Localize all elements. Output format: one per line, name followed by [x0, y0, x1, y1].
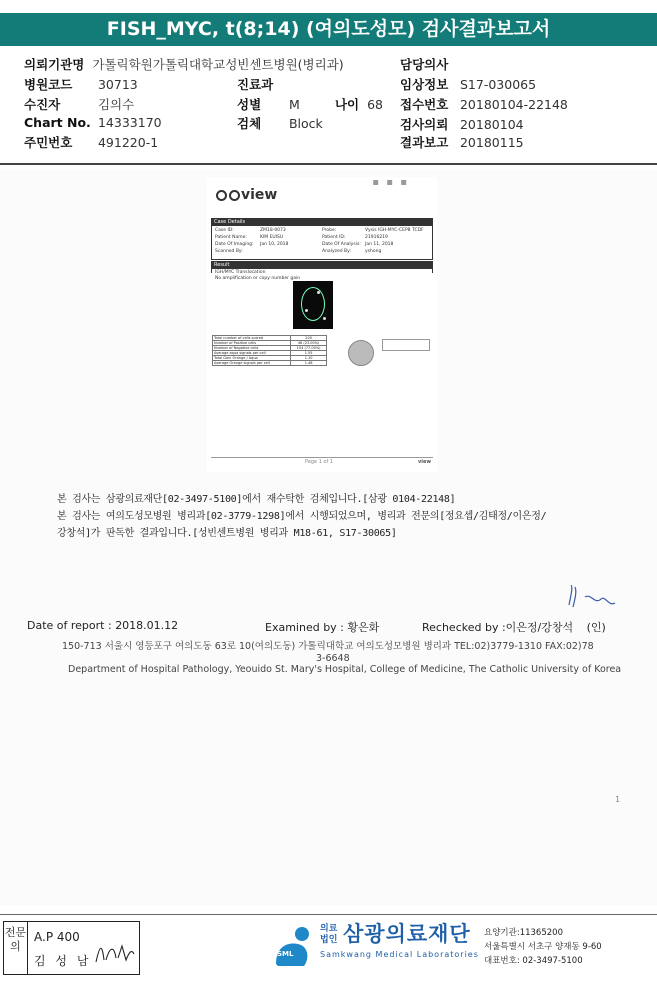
- patient-id: 21916219: [365, 235, 388, 240]
- address-line-3: Department of Hospital Pathology, Yeouido St. Mary's Hospital, College of Medicine, The Catholic University of Korea: [68, 664, 622, 675]
- id-label: 주민번호: [24, 135, 73, 150]
- case-id: ZM18-0073: [260, 228, 286, 233]
- receipt-value: 20180104-22148: [459, 97, 568, 112]
- stat-label: Number of Positive cells: [213, 341, 291, 346]
- stat-value: 1.10: [291, 356, 327, 361]
- result-label: 결과보고: [400, 135, 449, 150]
- decorative-dots-icon: ▪ ▪ ▪: [372, 177, 409, 188]
- table-row: [213, 361, 327, 366]
- scanned-label: Scanned By:: [215, 249, 243, 254]
- pathologist-stamp: [3, 921, 140, 975]
- result-line1: IGH/MYC Translocation: [215, 270, 266, 275]
- stat-label: Average aqua signals per cell: [213, 351, 291, 356]
- stat-value: 1.55: [291, 351, 327, 356]
- fish-signal: [317, 291, 320, 294]
- rechecked-label: Rechecked by :: [422, 621, 506, 634]
- sml-english-name: Samkwang Medical Laboratories: [320, 950, 479, 959]
- patient-row: [24, 95, 134, 113]
- stat-value: 200: [291, 336, 327, 341]
- code-value: 30713: [97, 77, 138, 92]
- stats-table: [212, 335, 327, 366]
- patient-label: 수진자: [24, 97, 61, 112]
- probe: Vysis IGH-MYC-CEP8 TCDF: [365, 228, 424, 233]
- sex-value: M: [288, 97, 300, 112]
- clinical-value: S17-030065: [459, 77, 537, 92]
- sex-age-row: [237, 95, 383, 113]
- note-line-1: 본 검사는 삼광의료재단[02-3497-5100]에서 재수탁한 검체입니다.[삼광 0104-22148]: [57, 494, 456, 505]
- sml-info-2: 서울특별시 서초구 양재동 9-60: [484, 942, 602, 952]
- examined-label: Examined by :: [265, 621, 344, 634]
- id-value: 491220-1: [97, 135, 159, 150]
- date-of-report: [27, 619, 178, 632]
- note-line-2: 본 검사는 여의도성모병원 병리과[02-3779-1298]에서 시행되었으며, 병리과 전문의[정요셉/김태정/이은정/: [57, 511, 547, 522]
- stamp-signature-icon: [92, 940, 136, 968]
- pie-graphic: [348, 340, 374, 366]
- page-mark: 1: [615, 795, 621, 804]
- analyzed-by: yshong: [365, 249, 382, 254]
- age-value: 68: [367, 97, 384, 112]
- sml-logo-icon: [270, 924, 316, 970]
- hospital-row: [24, 55, 344, 73]
- pie-legend-box: [382, 339, 430, 351]
- sml-name: 삼광의료재단: [343, 922, 471, 946]
- signature-icon: [565, 585, 617, 619]
- stat-label: Number of Negative cells: [213, 346, 291, 351]
- nucleus-outline: [301, 287, 325, 321]
- specimen-label: 검체: [237, 116, 262, 131]
- stat-label: Average Orange signals per cell: [213, 361, 291, 366]
- rechecked-value: 이은정/강창석: [505, 621, 574, 634]
- examined-value: 황은화: [347, 621, 380, 634]
- doctor-label: 담당의사: [400, 57, 449, 72]
- code-row: [24, 75, 138, 93]
- analysis-date: Jan 11, 2018: [365, 242, 394, 247]
- age-label: 나이: [334, 97, 360, 112]
- chart-value: 14333170: [97, 115, 162, 130]
- seal-mark: (인): [586, 621, 606, 634]
- sml-info-3: 대표번호: 02-3497-5100: [484, 956, 583, 966]
- case-details-head: Case Details: [212, 219, 432, 226]
- analyzed-label: Analyzed By:: [322, 249, 351, 254]
- header-divider: [0, 163, 657, 165]
- stamp-license: A.P 400: [34, 930, 80, 944]
- hospital-value: 가톨릭학원가톨릭대학교성빈센트병원(병리과): [92, 57, 344, 72]
- code-label: 병원코드: [24, 77, 73, 92]
- embedded-footer-logo: view: [418, 459, 431, 465]
- sml-logo-text: SML: [277, 950, 294, 958]
- receipt-row: [400, 95, 568, 113]
- address-line-2: 3-6648: [316, 653, 350, 664]
- stat-value: 1.48: [291, 361, 327, 366]
- request-value: 20180104: [459, 117, 524, 132]
- fish-cell-image: [293, 281, 333, 329]
- footer-divider: [0, 914, 657, 915]
- request-label: 검사의뢰: [400, 117, 449, 132]
- dept-label: 진료과: [237, 77, 274, 92]
- sex-label: 성별: [237, 97, 262, 112]
- result-line2: No amplification or copy number gain: [215, 276, 301, 281]
- chart-row: [24, 115, 162, 130]
- patient-value: 김의수: [97, 97, 135, 112]
- id-row: [24, 133, 158, 151]
- sml-info-1: 요양기관:11365200: [484, 928, 563, 938]
- clinical-row: [400, 75, 536, 93]
- receipt-label: 접수번호: [400, 97, 449, 112]
- imaging-label: Date Of Imaging:: [215, 242, 254, 247]
- stat-value: 46 (23.00%): [291, 341, 327, 346]
- stamp-name: 김 성 남: [34, 954, 92, 968]
- analysis-label: Date Of Analysis:: [322, 242, 361, 247]
- logo-ring-icon: [229, 190, 240, 201]
- stamp-side-label: 전문의: [4, 922, 28, 974]
- specimen-row: [237, 114, 323, 132]
- date-label: Date of report :: [27, 619, 112, 632]
- hospital-label: 의뢰기관명: [24, 57, 85, 72]
- stat-value: 154 (77.00%): [291, 346, 327, 351]
- case-id-label: Case ID:: [215, 228, 234, 233]
- clinical-label: 임상정보: [400, 77, 449, 92]
- logo-text: view: [241, 187, 278, 203]
- fish-signal: [305, 309, 308, 312]
- patient-id-label: Patient ID:: [322, 235, 346, 240]
- note-line-3: 강창석]가 판독한 결과입니다.[성빈센트병원 병리과 M18-61, S17-30065]: [57, 528, 397, 539]
- embedded-page-number: Page 1 of 1: [305, 459, 334, 465]
- request-row: [400, 115, 524, 133]
- result-value: 20180115: [459, 135, 524, 150]
- specimen-value: Block: [288, 116, 323, 131]
- address-line-1: 150-713 서울시 영등포구 여의도동 63로 10(여의도동) 가톨릭대학교 여의도성모병원 병리과 TEL:02)3779-1310 FAX:02)78: [62, 641, 594, 652]
- fish-signal: [323, 317, 326, 320]
- patient-name: KIM EUISU: [260, 235, 284, 240]
- case-details-box: [211, 218, 433, 260]
- result-row: [400, 133, 524, 151]
- report-title: FISH_MYC, t(8;14) (여의도성모) 검사결과보고서: [0, 13, 657, 46]
- probe-label: Probe:: [322, 228, 337, 233]
- patient-name-label: Patient Name:: [215, 235, 247, 240]
- logo-ring-icon: [216, 190, 227, 201]
- bioview-logo: [215, 187, 277, 203]
- sml-corp-label: 의료 법인: [320, 924, 338, 945]
- examined-by: [265, 619, 379, 635]
- embedded-fish-report: [207, 177, 437, 472]
- result-head: Result: [212, 262, 432, 269]
- stat-label: Total number of cells scored: [213, 336, 291, 341]
- stat-label: Total Gain Orange / Aqua: [213, 356, 291, 361]
- rechecked-by: [422, 619, 606, 635]
- chart-label: Chart No.: [24, 115, 91, 130]
- imaging-date: Jan 10, 2018: [260, 242, 289, 247]
- date-value: 2018.01.12: [115, 619, 179, 632]
